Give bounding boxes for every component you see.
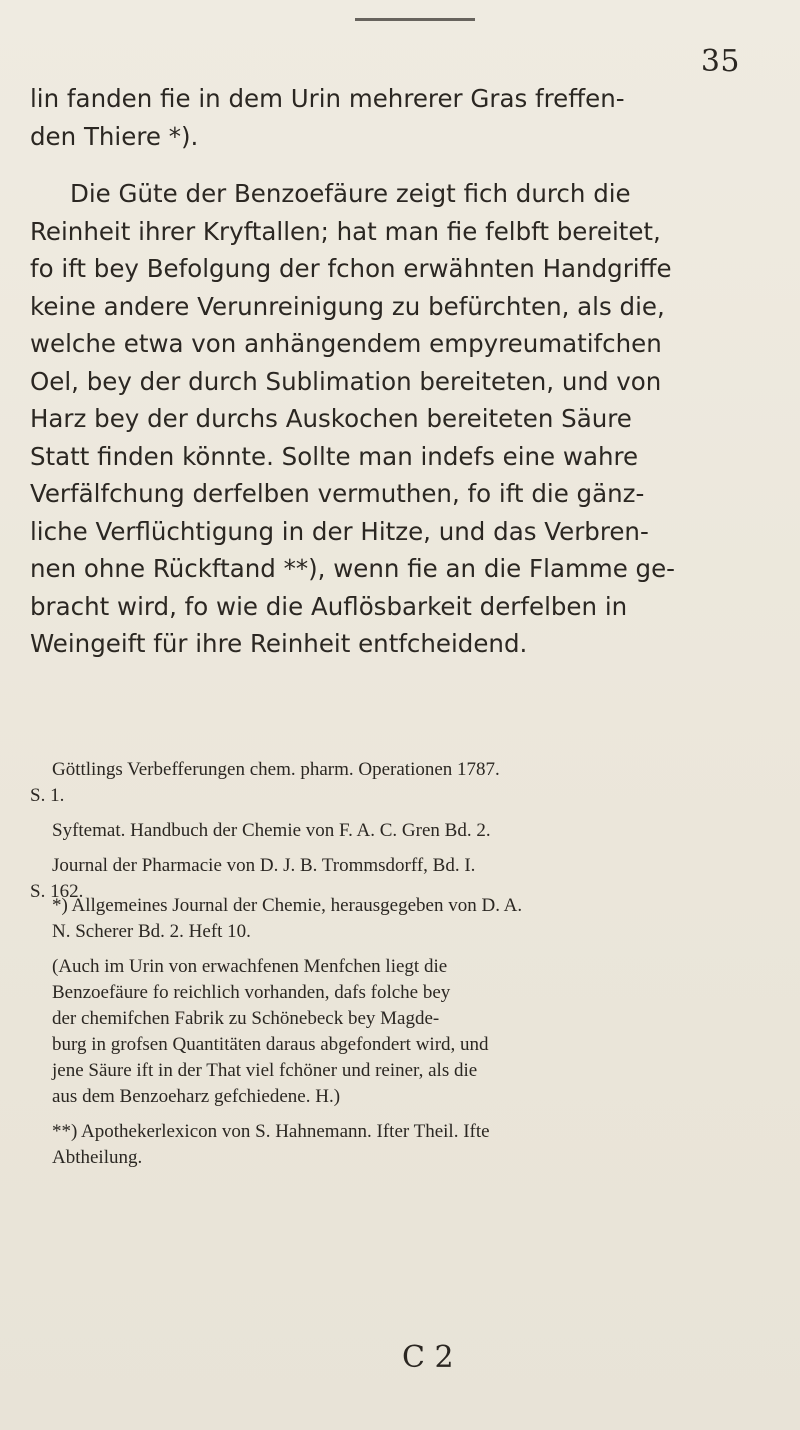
text-line: Oel, bey der durch Sublimation bereiteten, und von — [30, 366, 662, 396]
paragraph-benzoic-acid-purity — [30, 175, 770, 663]
footnote-line: **) Apothekerlexicon von S. Hahnemann. Ifter Theil. Ifte — [52, 1121, 490, 1142]
footnote-line: Benzoefäure fo reichlich vorhanden, dafs folche bey — [52, 982, 451, 1003]
footnote-line: burg in grofsen Quantitäten daraus abgefondert wird, und — [52, 1034, 489, 1055]
header-rule — [355, 18, 475, 21]
reference-line: S. 1. — [30, 785, 65, 806]
footnote-single-star — [30, 893, 770, 945]
paragraph-continuation — [30, 80, 770, 155]
text-line: Weingeift für ihre Reinheit entfcheidend. — [30, 629, 528, 658]
reference-line: S. 162. — [30, 881, 84, 902]
footnotes — [30, 893, 770, 1180]
footnote-line: Abtheilung. — [52, 1147, 143, 1168]
text-line: Harz bey der durchs Auskochen bereiteten Säure — [30, 404, 632, 433]
reference-entry — [30, 757, 770, 809]
footnote-line: jene Säure ift in der That viel fchöner und reiner, als die — [52, 1060, 478, 1081]
reference-list — [30, 757, 770, 914]
text-line: keine andere Verunreinigung zu befürchten, als die, — [30, 291, 665, 321]
footnote-double-star — [30, 1119, 770, 1171]
footnote-line: (Auch im Urin von erwachfenen Menfchen liegt die — [52, 956, 448, 977]
text-line: bracht wird, fo wie die Auflösbarkeit derfelben in — [30, 591, 628, 621]
reference-entry — [30, 818, 770, 844]
reference-line: Göttlings Verbefferungen chem. pharm. Operationen 1787. — [52, 759, 500, 780]
reference-line: Journal der Pharmacie von D. J. B. Trommsdorff, Bd. I. — [52, 855, 476, 876]
text-line: liche Verflüchtigung in der Hitze, und das Verbren- — [30, 516, 649, 546]
footnote-line: aus dem Benzoeharz gefchiedene. H.) — [52, 1086, 341, 1107]
text-line: fo ift bey Befolgung der fchon erwähnten Handgriffe — [30, 254, 672, 283]
text-line: nen ohne Rückftand **), wenn fie an die Flamme ge- — [30, 554, 676, 583]
footnote-line: N. Scherer Bd. 2. Heft 10. — [52, 921, 251, 942]
text-line: lin fanden fie in dem Urin mehrerer Gras freffen- — [30, 84, 625, 113]
text-line: Statt finden könnte. Sollte man indefs eine wahre — [30, 441, 639, 471]
footnote-line: *) Allgemeines Journal der Chemie, herausgegeben von D. A. — [52, 895, 523, 916]
reference-line: Syftemat. Handbuch der Chemie von F. A. C. Gren Bd. 2. — [52, 820, 491, 841]
footnote-editor-note — [30, 954, 770, 1110]
page-number: 35 — [700, 44, 740, 79]
text-line: welche etwa von anhängendem empyreumatifchen — [30, 329, 662, 358]
text-line: Reinheit ihrer Kryftallen; hat man fie felbft bereitet, — [30, 216, 661, 246]
signature-mark: C 2 — [402, 1340, 454, 1375]
text-line: Die Güte der Benzoefäure zeigt fich durch die — [70, 179, 631, 208]
text-line: Verfälfchung derfelben vermuthen, fo ift die gänz- — [30, 479, 645, 508]
text-line: den Thiere *). — [30, 121, 199, 151]
footnote-line: der chemifchen Fabrik zu Schönebeck bey Magde- — [52, 1008, 440, 1029]
